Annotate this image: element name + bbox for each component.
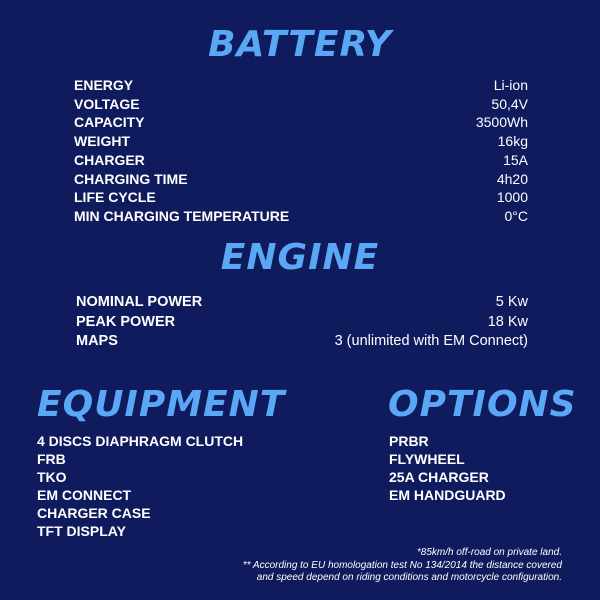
footnote-line: and speed depend on riding conditions and motorcycle configuration.	[256, 572, 562, 584]
spec-value: Li-ion	[493, 77, 528, 93]
spec-label: CAPACITY	[74, 114, 145, 131]
footnote	[122, 547, 562, 585]
engine-spec-table	[76, 293, 528, 352]
equipment-heading: EQUIPMENT	[37, 384, 286, 425]
spec-value: 18 Kw	[487, 313, 528, 330]
options-heading: OPTIONS	[388, 384, 577, 425]
spec-row-peak-power	[76, 313, 528, 333]
spec-label: WEIGHT	[74, 133, 130, 150]
list-item: FLYWHEEL	[389, 451, 465, 467]
options-list	[389, 432, 506, 504]
spec-row-weight	[74, 132, 528, 151]
list-item: FRB	[37, 451, 66, 467]
spec-label: CHARGING TIME	[74, 170, 188, 187]
list-item: EM HANDGUARD	[389, 487, 506, 503]
spec-value: 15A	[503, 151, 528, 168]
battery-heading: BATTERY	[208, 24, 392, 65]
battery-spec-table	[74, 76, 528, 226]
list-item: TKO	[37, 469, 67, 485]
list-item: 25A CHARGER	[389, 469, 489, 485]
spec-value: 4h20	[496, 170, 528, 187]
spec-label: MAPS	[76, 333, 118, 349]
list-item: EM CONNECT	[37, 487, 132, 503]
spec-value: 3 (unlimited with EM Connect)	[334, 333, 528, 349]
spec-row-maps	[76, 332, 528, 352]
spec-value: 50,4V	[491, 95, 528, 112]
spec-label: VOLTAGE	[74, 95, 140, 112]
spec-row-life-cycle	[74, 188, 528, 207]
footnote-line: ** According to EU homologation test No 134/2014 the distance covered	[242, 559, 562, 571]
spec-row-voltage	[74, 95, 528, 114]
spec-label: NOMINAL POWER	[76, 294, 203, 310]
spec-value: 5 Kw	[495, 294, 528, 310]
spec-label: MIN CHARGING TEMPERATURE	[74, 207, 290, 224]
equipment-list	[37, 432, 243, 540]
engine-heading: ENGINE	[220, 237, 380, 278]
footnote-line: *85km/h off-road on private land.	[416, 547, 562, 558]
spec-row-charger	[74, 151, 528, 170]
spec-value: 1000	[496, 189, 528, 206]
spec-label: LIFE CYCLE	[74, 189, 156, 206]
spec-value: 16kg	[497, 133, 528, 150]
list-item: CHARGER CASE	[37, 505, 151, 521]
spec-value: 3500Wh	[475, 114, 528, 131]
spec-label: ENERGY	[74, 77, 134, 93]
spec-label: CHARGER	[74, 151, 145, 168]
spec-row-charging-time	[74, 170, 528, 189]
list-item: 4 DISCS DIAPHRAGM CLUTCH	[37, 433, 244, 449]
spec-row-min-charging-temperature	[74, 207, 528, 226]
spec-label: PEAK POWER	[76, 313, 176, 330]
spec-row-energy	[74, 76, 528, 95]
list-item: TFT DISPLAY	[37, 523, 126, 539]
list-item: PRBR	[389, 433, 429, 449]
spec-row-capacity	[74, 113, 528, 132]
spec-row-nominal-power	[76, 293, 528, 313]
spec-value: 0°C	[504, 207, 528, 224]
